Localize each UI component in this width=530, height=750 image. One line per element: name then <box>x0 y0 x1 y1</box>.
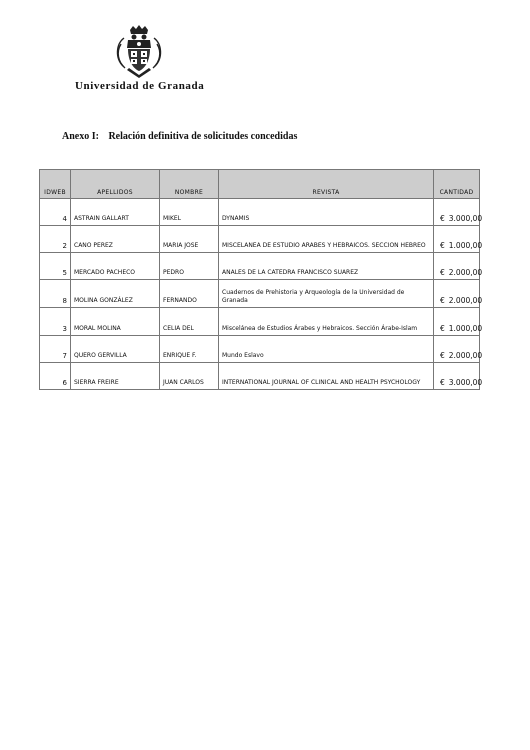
cell-revista: Mundo Eslavo <box>219 336 434 363</box>
cell-cantidad <box>434 336 483 363</box>
cell-idweb: 7 <box>40 336 71 363</box>
cell-cantidad <box>434 363 483 390</box>
grants-table <box>39 169 483 390</box>
cell-revista: MISCELANEA DE ESTUDIO ARABES Y HEBRAICOS. SECCION HEBREO <box>219 226 434 253</box>
table-row <box>40 226 480 253</box>
cell-idweb: 2 <box>40 226 71 253</box>
cell-apellidos: MOLINA GONZÁLEZ <box>71 280 160 308</box>
cell-revista: INTERNATIONAL JOURNAL OF CLINICAL AND HEALTH PSYCHOLOGY <box>219 363 434 390</box>
cell-nombre: ENRIQUE F. <box>160 336 219 363</box>
amount-value: 1.000,00 <box>448 324 483 333</box>
cell-nombre: PEDRO <box>160 253 219 280</box>
column-header-nombre: NOMBRE <box>160 183 219 199</box>
amount-value: 1.000,00 <box>448 241 483 250</box>
cell-idweb: 6 <box>40 363 71 390</box>
cell-idweb: 8 <box>40 280 71 308</box>
column-header-cantidad: CANTIDAD <box>434 183 480 199</box>
table-header-row <box>40 183 480 199</box>
university-crest-icon <box>110 24 168 80</box>
cell-cantidad <box>434 199 483 226</box>
cell-apellidos: MORAL MOLINA <box>71 308 160 336</box>
column-header-apellidos: APELLIDOS <box>71 183 160 199</box>
table-header-spacer <box>40 170 480 184</box>
table-row <box>40 363 480 390</box>
cell-idweb: 5 <box>40 253 71 280</box>
cell-nombre: CELIA DEL <box>160 308 219 336</box>
university-name: Universidad de Granada <box>75 80 205 92</box>
amount-value: 2.000,00 <box>448 351 483 360</box>
cell-revista: Miscelánea de Estudios Árabes y Hebraicos. Sección Árabe-Islam <box>219 308 434 336</box>
cell-cantidad <box>434 253 483 280</box>
currency-symbol: € <box>440 378 445 387</box>
cell-idweb: 4 <box>40 199 71 226</box>
cell-apellidos: SIERRA FREIRE <box>71 363 160 390</box>
currency-symbol: € <box>440 241 445 250</box>
table-row <box>40 280 480 308</box>
table-row <box>40 336 480 363</box>
cell-nombre: MIKEL <box>160 199 219 226</box>
annex-title: Relación definitiva de solicitudes concedidas <box>108 131 298 142</box>
currency-symbol: € <box>440 351 445 360</box>
cell-cantidad <box>434 308 483 336</box>
cell-cantidad <box>434 280 483 308</box>
currency-symbol: € <box>440 324 445 333</box>
cell-revista: ANALES DE LA CATEDRA FRANCISCO SUAREZ <box>219 253 434 280</box>
cell-nombre: FERNANDO <box>160 280 219 308</box>
table-row <box>40 308 480 336</box>
currency-symbol: € <box>440 268 445 277</box>
annex-heading <box>62 131 297 142</box>
cell-revista: DYNAMIS <box>219 199 434 226</box>
currency-symbol: € <box>440 296 445 305</box>
table-row <box>40 253 480 280</box>
cell-cantidad <box>434 226 483 253</box>
cell-idweb: 3 <box>40 308 71 336</box>
annex-label: Anexo I: <box>62 131 99 142</box>
cell-apellidos: ASTRAIN GALLART <box>71 199 160 226</box>
cell-revista: Cuadernos de Prehistoria y Arqueología de la Universidad de Granada <box>219 280 434 308</box>
column-header-idweb: IDWEB <box>40 183 71 199</box>
cell-apellidos: MERCADO PACHECO <box>71 253 160 280</box>
cell-nombre: MARIA JOSE <box>160 226 219 253</box>
cell-apellidos: QUERO GERVILLA <box>71 336 160 363</box>
amount-value: 2.000,00 <box>448 296 483 305</box>
column-header-revista: REVISTA <box>219 183 434 199</box>
currency-symbol: € <box>440 214 445 223</box>
amount-value: 3.000,00 <box>448 214 483 223</box>
amount-value: 3.000,00 <box>448 378 483 387</box>
cell-nombre: JUAN CARLOS <box>160 363 219 390</box>
table-row <box>40 199 480 226</box>
cell-apellidos: CANO PEREZ <box>71 226 160 253</box>
amount-value: 2.000,00 <box>448 268 483 277</box>
